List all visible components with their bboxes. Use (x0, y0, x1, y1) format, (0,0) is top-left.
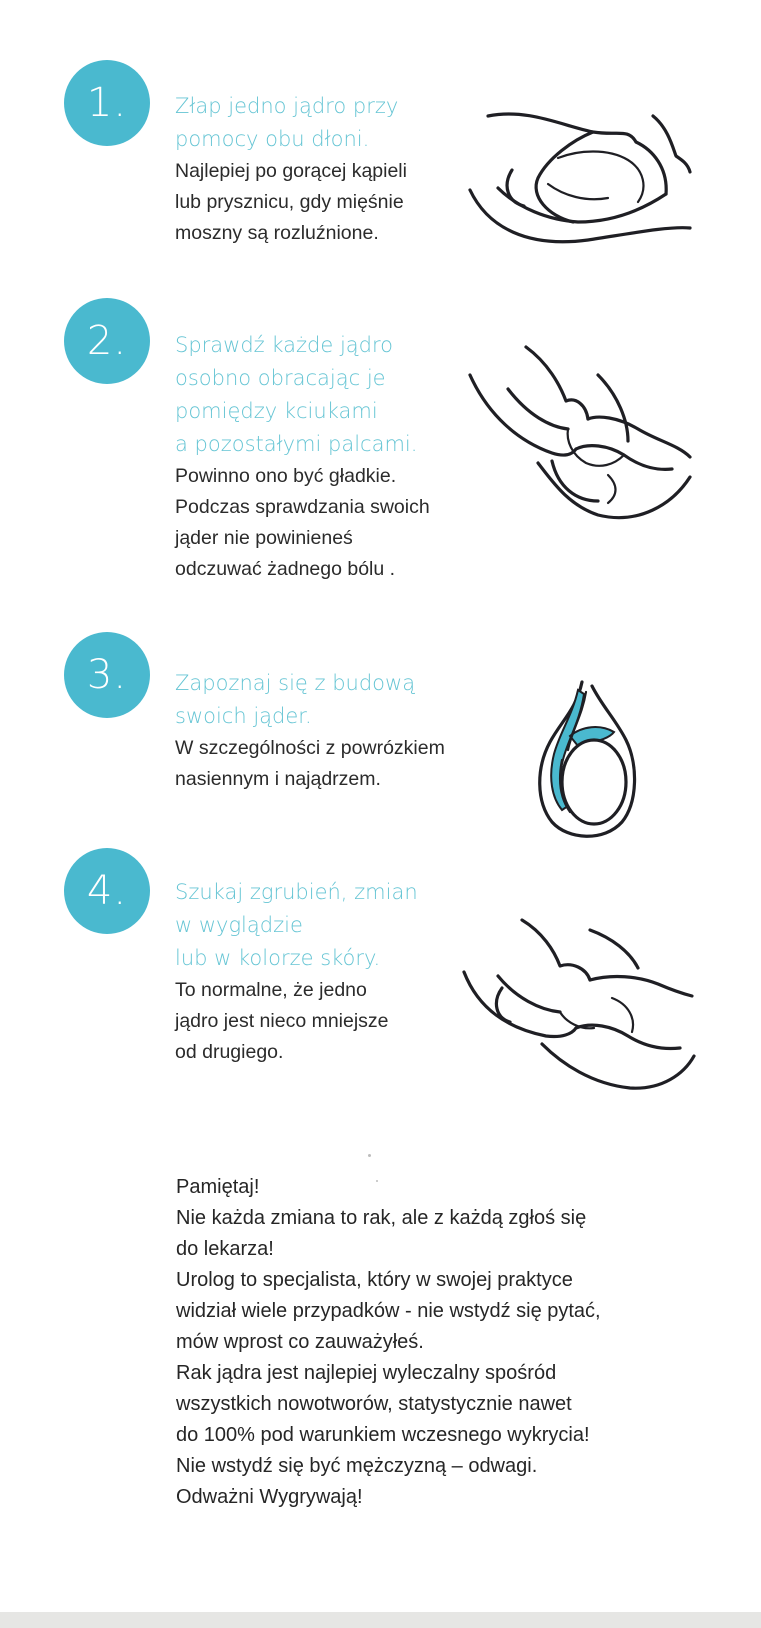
testicle-anatomy-icon (522, 680, 642, 840)
step-number-badge: 3. (64, 632, 150, 718)
page-edge (0, 1612, 761, 1628)
heading-line: osobno obracając je (175, 366, 386, 390)
note-line: widział wiele przypadków - nie wstydź się pytać, (176, 1300, 601, 1322)
note-line: Nie wstydź się być mężczyzną – odwagi. (176, 1455, 538, 1477)
step-number-badge: 2. (64, 298, 150, 384)
body-line: moszny są rozluźnione. (175, 222, 379, 244)
heading-line: w wyglądzie (175, 913, 303, 937)
body-line: odczuwać żadnego bólu . (175, 558, 396, 580)
note-line: Odważni Wygrywają! (176, 1486, 363, 1508)
step-heading (175, 876, 418, 975)
step-heading (175, 667, 445, 733)
step-text (175, 876, 418, 1068)
heading-line: pomocy obu dłoni. (175, 127, 370, 151)
step-text (175, 329, 430, 585)
step-number-badge: 4. (64, 848, 150, 934)
heading-line: a pozostałymi palcami. (175, 432, 418, 456)
reminder-note (176, 1172, 601, 1513)
body-line: jąder nie powinieneś (175, 527, 353, 549)
note-line: wszystkich nowotworów, statystycznie nawet (176, 1393, 572, 1415)
step-number-badge: 1. (64, 60, 150, 146)
hands-cupping-testicle-icon (468, 98, 698, 258)
note-line: do 100% pod warunkiem wczesnego wykrycia! (176, 1424, 590, 1446)
scan-speck (368, 1154, 371, 1157)
body-line: Najlepiej po gorącej kąpieli (175, 160, 407, 182)
step-body (175, 156, 407, 249)
heading-line: swoich jąder. (175, 704, 312, 728)
heading-line: Zapoznaj się z budową (175, 671, 416, 695)
step-body (175, 461, 430, 585)
step-heading (175, 329, 430, 461)
step-heading (175, 90, 407, 156)
body-line: To normalne, że jedno (175, 979, 367, 1001)
hands-examining-skin-icon (462, 918, 698, 1094)
heading-line: pomiędzy kciukami (175, 399, 378, 423)
heading-line: lub w kolorze skóry. (175, 946, 381, 970)
step-body (175, 975, 418, 1068)
heading-line: Sprawdź każde jądro (175, 333, 394, 357)
step-body (175, 733, 445, 795)
note-line: mów wprost co zauważyłeś. (176, 1331, 424, 1353)
note-line: Pamiętaj! (176, 1176, 260, 1198)
body-line: lub prysznicu, gdy mięśnie (175, 191, 404, 213)
body-line: jądro jest nieco mniejsze (175, 1010, 389, 1032)
body-line: W szczególności z powrózkiem (175, 737, 445, 759)
note-line: do lekarza! (176, 1238, 274, 1260)
note-line: Nie każda zmiana to rak, ale z każdą zgłoś się (176, 1207, 587, 1229)
body-line: od drugiego. (175, 1041, 284, 1063)
body-line: Podczas sprawdzania swoich (175, 496, 430, 518)
heading-line: Złap jedno jądro przy (175, 94, 399, 118)
step-text (175, 90, 407, 249)
body-line: nasiennym i najądrzem. (175, 768, 381, 790)
note-line: Rak jądra jest najlepiej wyleczalny spośród (176, 1362, 557, 1384)
heading-line: Szukaj zgrubień, zmian (175, 880, 418, 904)
note-line: Urolog to specjalista, który w swojej praktyce (176, 1269, 573, 1291)
fingers-rolling-testicle-icon (468, 345, 698, 535)
step-text (175, 667, 445, 795)
body-line: Powinno ono być gładkie. (175, 465, 397, 487)
